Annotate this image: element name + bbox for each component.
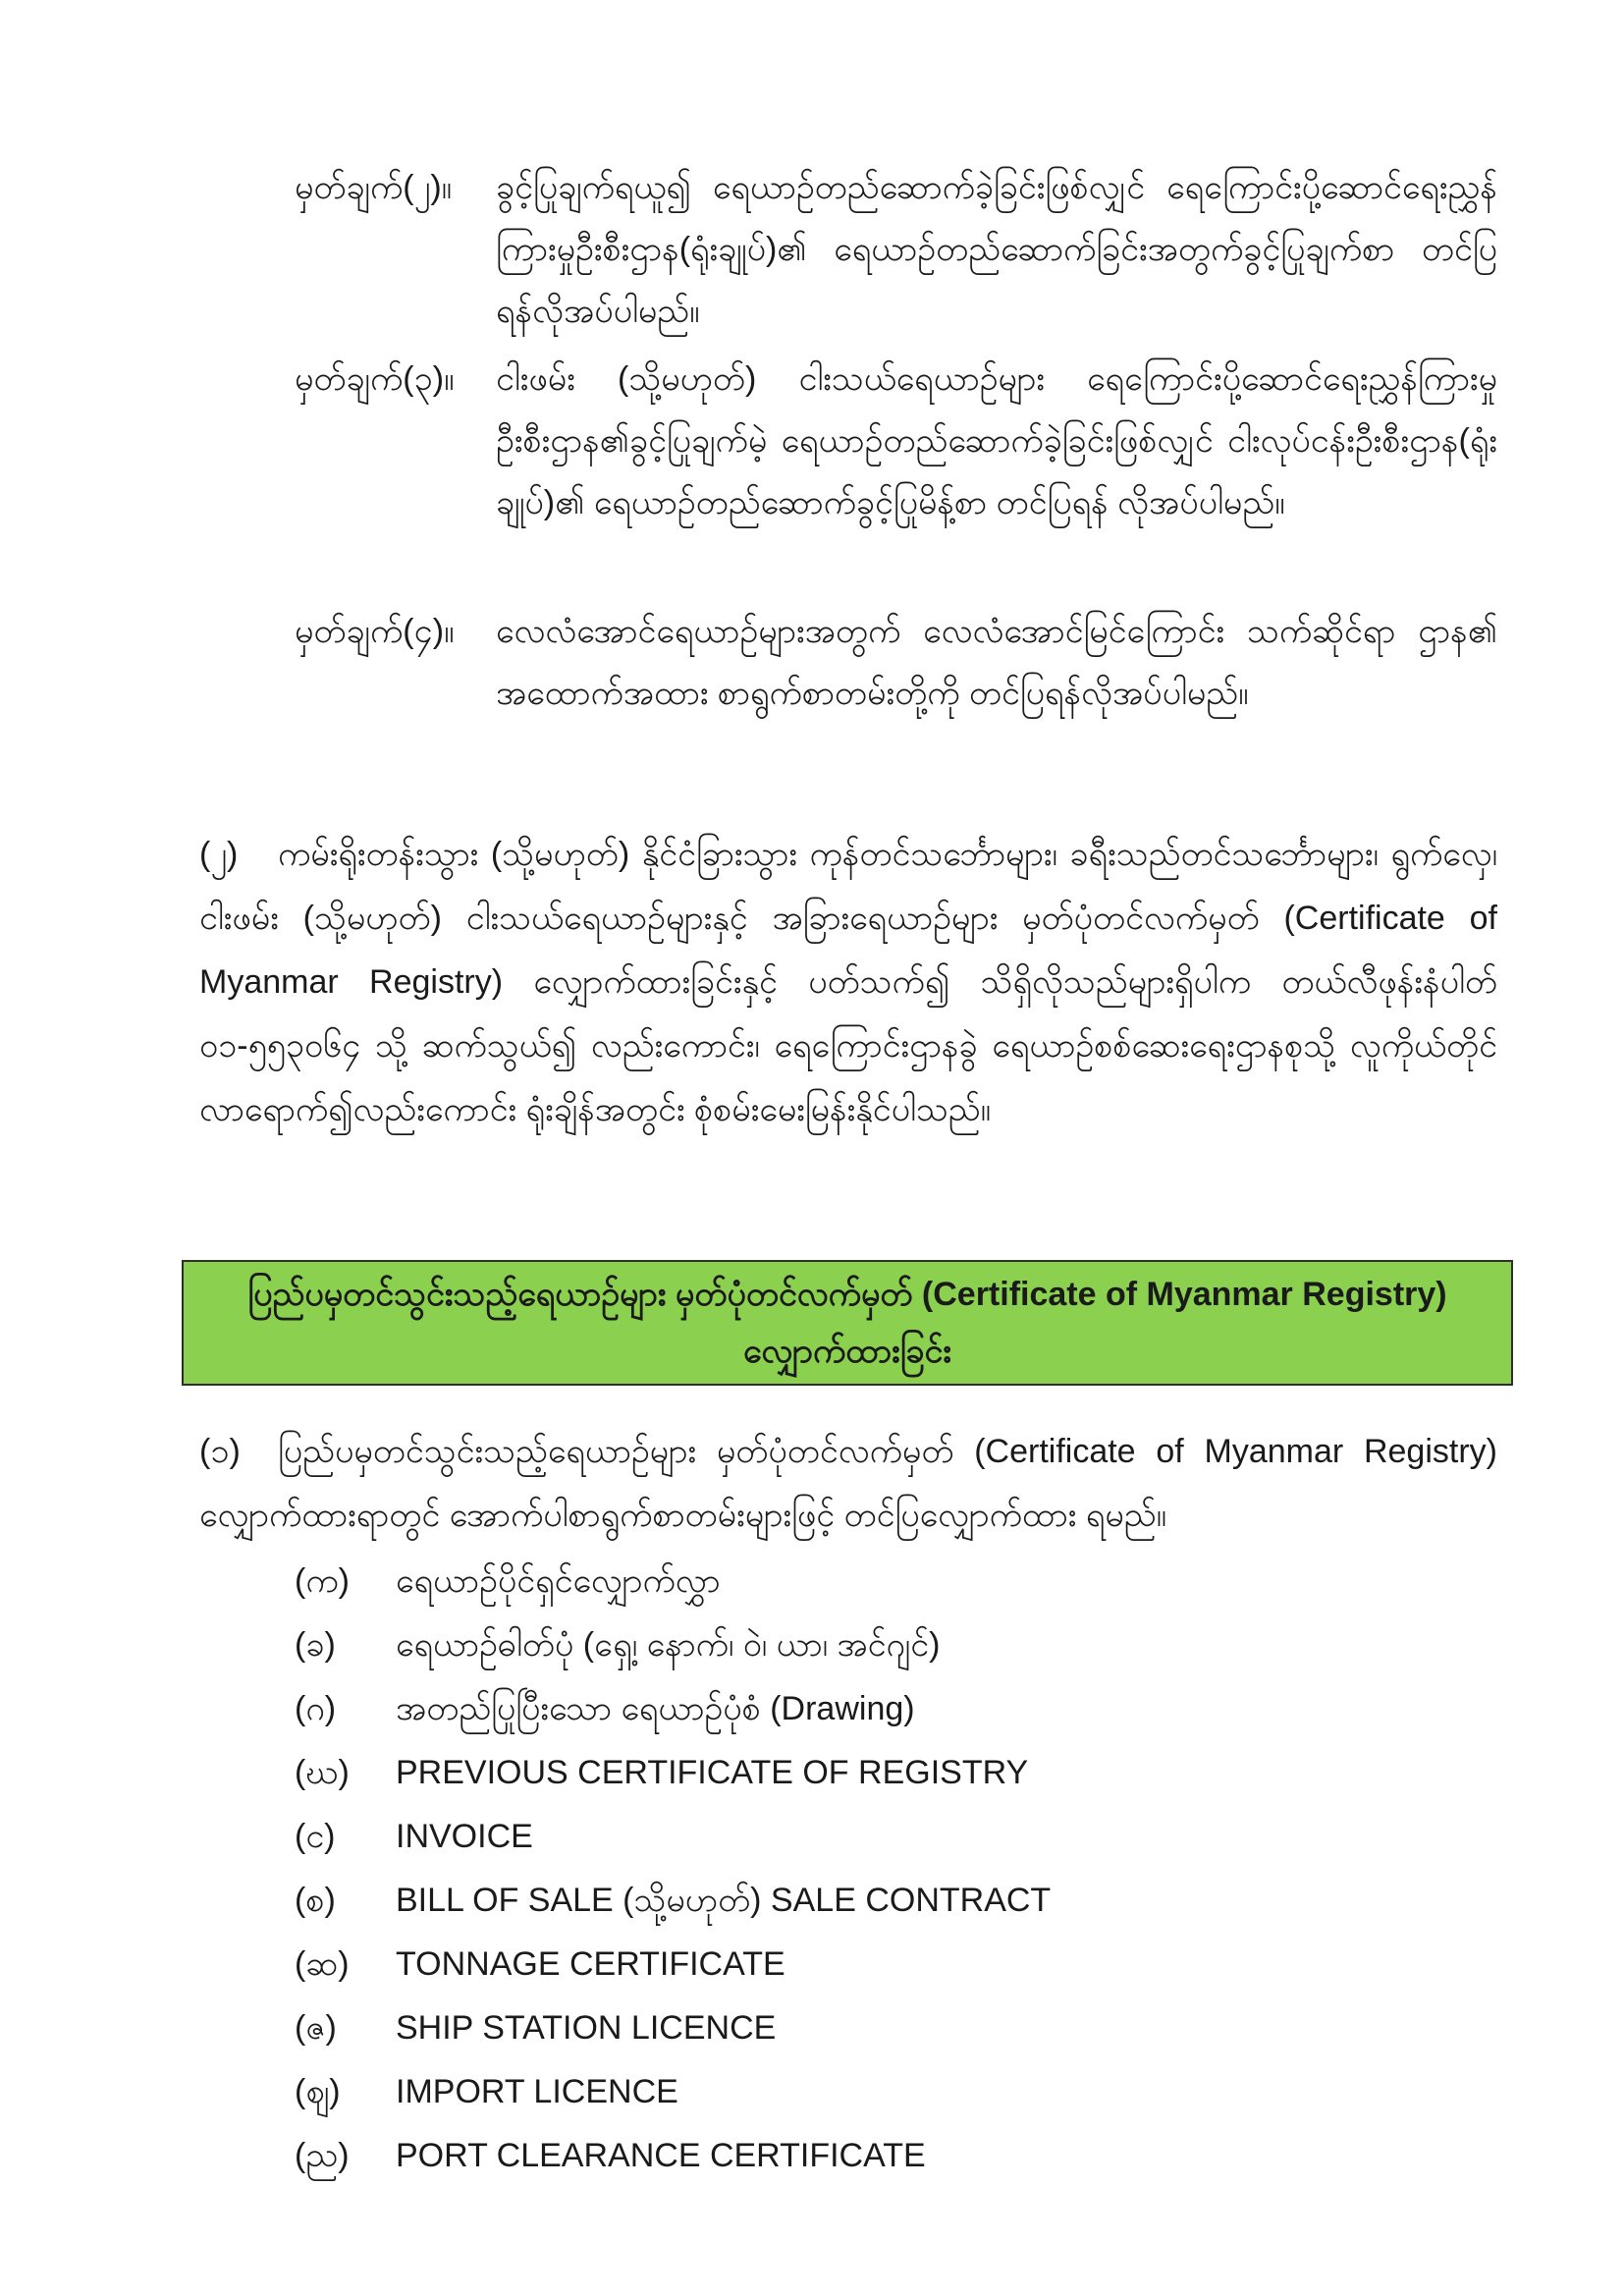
- paragraph-text: ပြည်ပမှတင်သွင်းသည့်ရေယာဉ်များ မှတ်ပုံတင်လက်မှတ် (Certificate of Myanmar Registry) လျှောက်ထားရာတွင် အောက်ပါစာရွက်စာတမ်းများဖြင့် တင်ပြလျှောက်ထား ရမည်။: [199, 1433, 1497, 1534]
- list-item: [295, 1940, 1473, 1989]
- note-label: မှတ်ချက်(၃)။: [295, 360, 455, 398]
- note-text: ငါးဖမ်း (သို့မဟုတ်) ငါးသယ်ရေယာဉ်များ ရေကြောင်းပို့ဆောင်ရေးညွှန်ကြားမှုဦးစီးဌာန၏ခွင့်ပြုချက်မဲ့ ရေယာဉ်တည်ဆောက်ခဲ့ခြင်းဖြစ်လျှင် ငါးလုပ်ငန်းဦးစီးဌာန(ရုံးချုပ်)၏ ရေယာဉ်တည်ဆောက်ခွင့်ပြုမိန့်စာ တင်ပြရန် လိုအပ်ပါမည်။: [496, 360, 1497, 521]
- paragraph-number: (၁): [199, 1433, 241, 1470]
- list-text: ရေယာဉ်ပိုင်ရှင်လျှောက်လွှာ: [396, 1562, 721, 1600]
- list-text: IMPORT LICENCE: [396, 2073, 678, 2110]
- list-item: [295, 1748, 1473, 1797]
- list-marker: (ဃ): [295, 1754, 350, 1791]
- list-marker: (စ): [295, 1882, 336, 1919]
- note-3: [295, 349, 1497, 534]
- list-text: အတည်ပြုပြီးသော ရေယာဉ်ပုံစံ (Drawing): [396, 1690, 915, 1727]
- paragraph-2: [199, 823, 1497, 1142]
- list-text: PREVIOUS CERTIFICATE OF REGISTRY: [396, 1754, 1029, 1791]
- list-text: INVOICE: [396, 1818, 533, 1855]
- list-marker: (င): [295, 1818, 336, 1855]
- list-text: SHIP STATION LICENCE: [396, 2009, 777, 2047]
- paragraph-text: ကမ်းရိုးတန်းသွား (သို့မဟုတ်) နိုင်ငံခြားသွား ကုန်တင်သင်္ဘောများ၊ ခရီးသည်တင်သင်္ဘောများ၊ ရွက်လှေ၊ ငါးဖမ်း (သို့မဟုတ်) ငါးသယ်ရေယာဉ်များနှင့် အခြားရေယာဉ်များ မှတ်ပုံတင်လက်မှတ် (Certificate of Myanmar Registry) လျှောက်ထားခြင်းနှင့် ပတ်သက်၍ သိရှိလိုသည်များရှိပါက တယ်လီဖုန်းနံပါတ် ၀၁-၅၅၃၀၆၄ သို့ ဆက်သွယ်၍ လည်းကောင်း၊ ရေကြောင်းဌာနခွဲ ရေယာဉ်စစ်ဆေးရေးဌာနစုသို့ လူကိုယ်တိုင် လာရောက်၍လည်းကောင်း ရုံးချိန်အတွင်း စုံစမ်းမေးမြန်းနိုင်ပါသည်။: [199, 836, 1497, 1128]
- list-marker: (ဈ): [295, 2073, 341, 2110]
- list-marker: (ခ): [295, 1626, 336, 1664]
- paragraph-1: [199, 1420, 1497, 1548]
- note-text: လေလံအောင်ရေယာဉ်များအတွက် လေလံအောင်မြင်ကြောင်း သက်ဆိုင်ရာ ဌာန၏ အထောက်အထား စာရွက်စာတမ်းတို့ကို တင်ပြရန်လိုအပ်ပါမည်။: [496, 613, 1497, 712]
- list-text: BILL OF SALE (သို့မဟုတ်) SALE CONTRACT: [396, 1882, 1052, 1919]
- list-item: [295, 1812, 1473, 1861]
- list-text: PORT CLEARANCE CERTIFICATE: [396, 2137, 926, 2174]
- list-marker: (ဆ): [295, 1945, 350, 1983]
- list-text: ရေယာဉ်ဓါတ်ပုံ (ရှေ့၊ နောက်၊ ဝဲ၊ ယာ၊ အင်ဂျင်): [396, 1626, 941, 1664]
- section-heading: [182, 1260, 1513, 1386]
- list-item: [295, 1620, 1473, 1669]
- list-marker: (က): [295, 1562, 350, 1600]
- paragraph-number: (၂): [199, 836, 239, 873]
- list-marker: (ဂ): [295, 1690, 337, 1727]
- list-item: [295, 1876, 1473, 1925]
- list-item: [295, 1557, 1473, 1606]
- note-label: မှတ်ချက်(၄)။: [295, 613, 455, 650]
- note-2: [295, 157, 1497, 343]
- list-item: [295, 2003, 1473, 2052]
- section-heading-line-2: လျှောက်ထားခြင်း: [742, 1333, 952, 1370]
- list-item: [295, 2067, 1473, 2116]
- note-label: မှတ်ချက်(၂)။: [295, 169, 452, 206]
- note-4: [295, 601, 1497, 725]
- list-marker: (ဇ): [295, 2009, 337, 2047]
- list-item: [295, 1684, 1473, 1733]
- list-item: [295, 2131, 1473, 2180]
- list-marker: (ည): [295, 2137, 350, 2174]
- list-text: TONNAGE CERTIFICATE: [396, 1945, 785, 1983]
- note-text: ခွင့်ပြုချက်ရယူ၍ ရေယာဉ်တည်ဆောက်ခဲ့ခြင်းဖြစ်လျှင် ရေကြောင်းပို့ဆောင်ရေးညွှန်ကြားမှုဦးစီးဌာန(ရုံးချုပ်)၏ ရေယာဉ်တည်ဆောက်ခြင်းအတွက်ခွင့်ပြုချက်စာ တင်ပြရန်လိုအပ်ပါမည်။: [496, 169, 1497, 330]
- section-heading-line-1: ပြည်ပမှတင်သွင်းသည့်ရေယာဉ်များ မှတ်ပုံတင်လက်မှတ် (Certificate of Myanmar Registry): [247, 1276, 1447, 1313]
